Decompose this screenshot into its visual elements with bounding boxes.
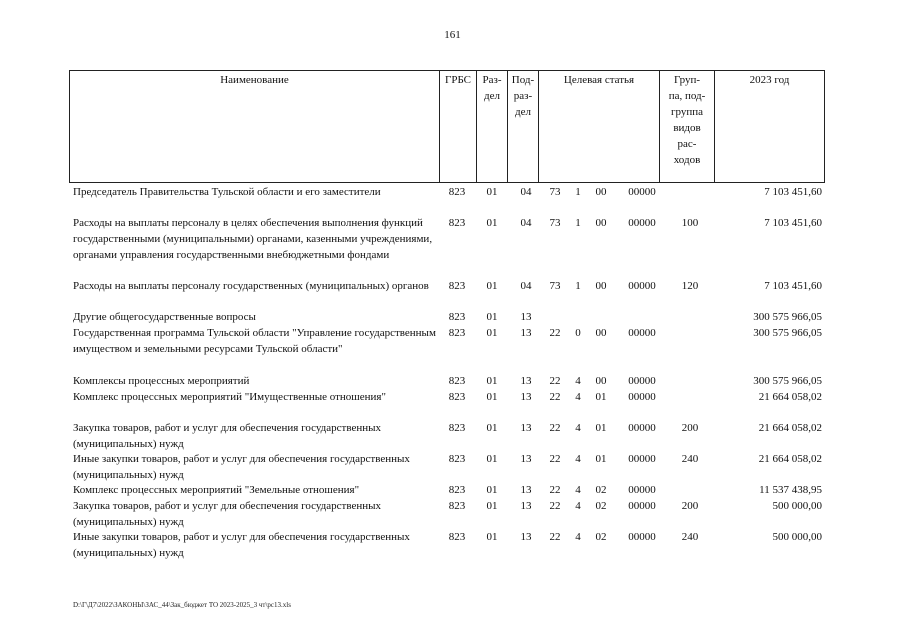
row-grbs: 823 [448,422,466,434]
row-name: Комплекс процессных мероприятий "Земельные отношения" [73,484,360,496]
row-cs-direction: 00000 [628,484,656,496]
header-celevaya-statya: Целевая статья [539,71,660,183]
row-cs-direction: 00000 [628,375,656,387]
row-vid-rashodov: 100 [681,217,699,229]
row-cs-program: 22 [549,500,561,512]
row-amount: 500 000,00 [772,531,822,543]
row-podrazdel: 13 [520,484,532,496]
row-cs-program: 22 [549,531,561,543]
row-vid-rashodov: 120 [681,280,699,292]
row-name: Комплекс процессных мероприятий "Имущественные отношения" [73,391,386,403]
row-cs-element: 02 [595,531,607,543]
row-cs-element: 01 [595,391,607,403]
row-podrazdel: 04 [520,186,532,198]
row-amount: 21 664 058,02 [758,422,822,434]
page-number: 161 [444,29,461,41]
row-amount: 21 664 058,02 [758,453,822,465]
row-cs-type: 4 [575,391,581,403]
row-amount: 21 664 058,02 [758,391,822,403]
row-cs-program: 22 [549,422,561,434]
row-cs-element: 00 [595,375,607,387]
row-podrazdel: 13 [520,375,532,387]
row-amount: 500 000,00 [772,500,822,512]
row-name: Расходы на выплаты персоналу в целях обеспечения выполнения функций государственными (муниципальными) органами, казенными учреждениями, органами управления государственными внебюджетными фондами [73,217,433,261]
header-vid-rashodov: Груп- па, под- группа видов рас- ходов [660,71,715,183]
row-razdel: 01 [486,453,498,465]
row-name: Председатель Правительства Тульской области и его заместители [73,186,381,198]
row-podrazdel: 13 [520,453,532,465]
row-podrazdel: 13 [520,422,532,434]
row-cs-type: 1 [575,186,581,198]
row-razdel: 01 [486,375,498,387]
row-razdel: 01 [486,186,498,198]
row-razdel: 01 [486,422,498,434]
row-amount: 300 575 966,05 [753,311,822,323]
row-grbs: 823 [448,280,466,292]
row-cs-program: 22 [549,391,561,403]
row-cs-type: 4 [575,484,581,496]
row-razdel: 01 [486,217,498,229]
row-razdel: 01 [486,484,498,496]
row-name: Иные закупки товаров, работ и услуг для обеспечения государственных (муниципальных) нужд [73,453,410,481]
row-cs-element: 01 [595,422,607,434]
row-cs-type: 4 [575,500,581,512]
row-cs-element: 02 [595,484,607,496]
row-name: Расходы на выплаты персоналу государственных (муниципальных) органов [73,280,429,292]
row-cs-program: 73 [549,186,561,198]
row-cs-program: 73 [549,280,561,292]
row-grbs: 823 [448,531,466,543]
file-path-footer: D:\Г\Д7\2022\ЗАКОНЫ\ЗАС_44\Зак_бюджет ТО 2023-2025_3 чт\рс13.xls [73,601,291,609]
row-cs-type: 1 [575,217,581,229]
row-grbs: 823 [448,311,466,323]
row-cs-type: 4 [575,422,581,434]
row-vid-rashodov: 200 [681,500,699,512]
row-name: Иные закупки товаров, работ и услуг для обеспечения государственных (муниципальных) нужд [73,531,410,559]
row-amount: 11 537 438,95 [759,484,822,496]
row-grbs: 823 [448,484,466,496]
row-cs-direction: 00000 [628,422,656,434]
row-vid-rashodov: 200 [681,422,699,434]
row-cs-direction: 00000 [628,327,656,339]
row-razdel: 01 [486,327,498,339]
row-cs-type: 4 [575,375,581,387]
row-razdel: 01 [486,391,498,403]
row-cs-direction: 00000 [628,217,656,229]
row-cs-element: 00 [595,327,607,339]
row-amount: 7 103 451,60 [764,217,822,229]
row-cs-element: 00 [595,280,607,292]
row-grbs: 823 [448,186,466,198]
row-cs-direction: 00000 [628,280,656,292]
row-podrazdel: 04 [520,217,532,229]
row-podrazdel: 13 [520,500,532,512]
row-cs-direction: 00000 [628,453,656,465]
row-cs-program: 22 [549,453,561,465]
row-grbs: 823 [448,500,466,512]
row-name: Другие общегосударственные вопросы [73,311,256,323]
row-amount: 300 575 966,05 [753,327,822,339]
row-cs-program: 22 [549,484,561,496]
row-cs-program: 22 [549,327,561,339]
row-razdel: 01 [486,500,498,512]
row-cs-element: 02 [595,500,607,512]
row-grbs: 823 [448,327,466,339]
row-razdel: 01 [486,531,498,543]
row-cs-direction: 00000 [628,531,656,543]
row-amount: 300 575 966,05 [753,375,822,387]
header-grbs: ГРБС [440,71,477,183]
row-cs-direction: 00000 [628,186,656,198]
row-grbs: 823 [448,217,466,229]
row-cs-direction: 00000 [628,391,656,403]
row-cs-type: 4 [575,531,581,543]
row-cs-direction: 00000 [628,500,656,512]
row-name: Закупка товаров, работ и услуг для обеспечения государственных (муниципальных) нужд [73,422,382,450]
row-podrazdel: 13 [520,327,532,339]
row-cs-type: 4 [575,453,581,465]
row-vid-rashodov: 240 [681,531,699,543]
row-amount: 7 103 451,60 [764,280,822,292]
row-grbs: 823 [448,453,466,465]
row-podrazdel: 13 [520,391,532,403]
row-name: Закупка товаров, работ и услуг для обеспечения государственных (муниципальных) нужд [73,500,382,528]
row-grbs: 823 [448,391,466,403]
row-cs-program: 22 [549,375,561,387]
row-amount: 7 103 451,60 [764,186,822,198]
row-cs-type: 1 [575,280,581,292]
header-year: 2023 год [715,71,825,183]
row-cs-program: 73 [549,217,561,229]
row-grbs: 823 [448,375,466,387]
row-podrazdel: 04 [520,280,532,292]
row-name: Комплексы процессных мероприятий [73,375,250,387]
row-podrazdel: 13 [520,311,532,323]
header-razdel: Раз- дел [477,71,508,183]
row-podrazdel: 13 [520,531,532,543]
row-cs-type: 0 [575,327,581,339]
row-razdel: 01 [486,311,498,323]
row-name: Государственная программа Тульской области "Управление государственным имуществом и земельными ресурсами Тульской области" [73,327,436,355]
row-vid-rashodov: 240 [681,453,699,465]
row-cs-element: 00 [595,217,607,229]
header-name: Наименование [70,71,440,183]
header-podrazdel: Под- раз- дел [508,71,539,183]
row-cs-element: 00 [595,186,607,198]
row-razdel: 01 [486,280,498,292]
row-cs-element: 01 [595,453,607,465]
